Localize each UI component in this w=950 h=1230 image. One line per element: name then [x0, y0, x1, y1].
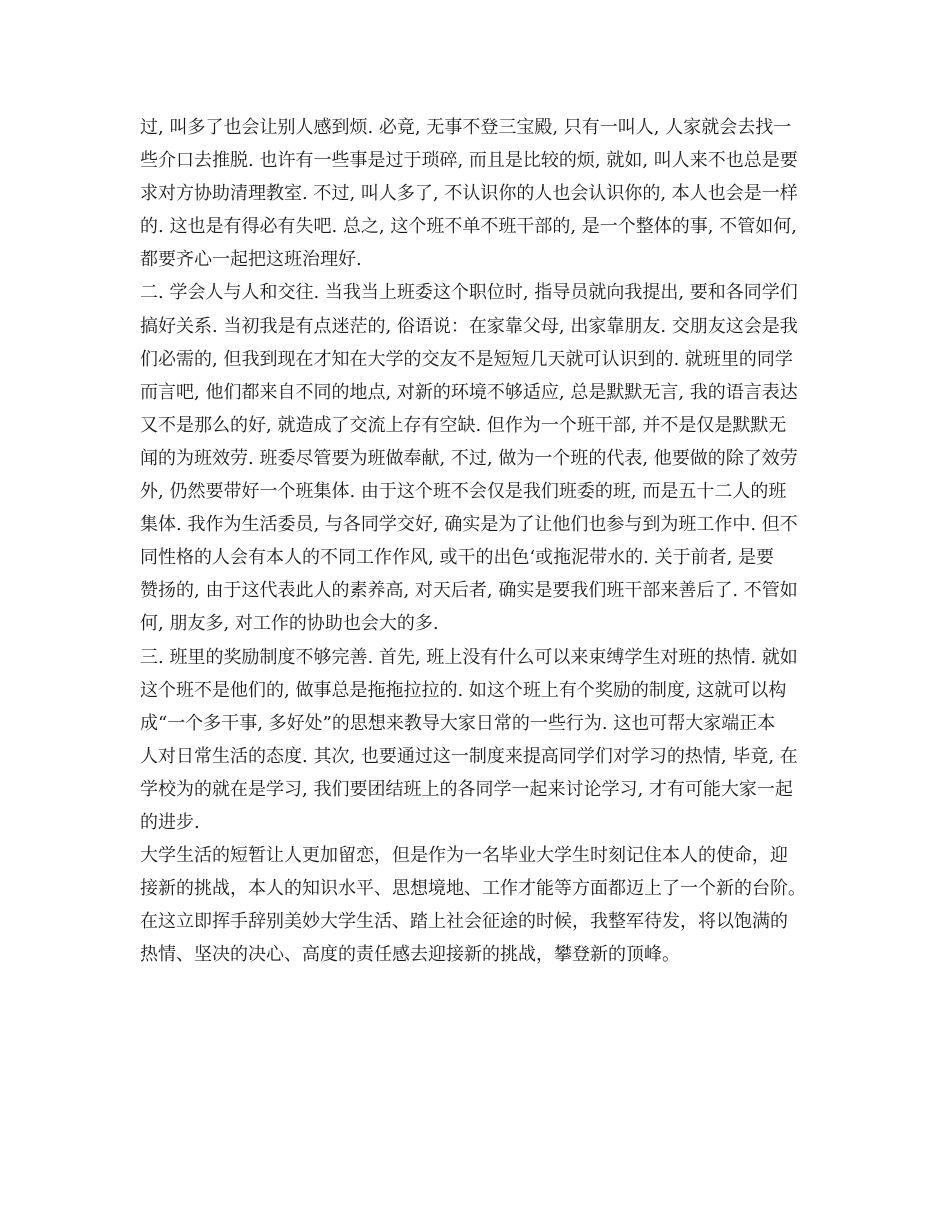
text-line: 二. 学会人与人和交往. 当我当上班委这个职位时, 指导员就向我提出, 要和各同学们	[140, 282, 798, 304]
text-line: 集体. 我作为生活委员, 与各同学交好, 确实是为了让他们也参与到为班工作中. 但不	[140, 514, 798, 536]
text-line: 同性格的人会有本人的不同工作作风, 或干的出色‘或拖泥带水的. 关于前者, 是要	[140, 547, 775, 569]
text-line: 人对日常生活的态度. 其次, 也要通过这一制度来提高同学们对学习的热情, 毕竟, 在	[140, 745, 798, 767]
text-line: 些介口去推脱. 也许有一些事是过于琐碎, 而且是比较的烦, 就如, 叫人来不也总是要	[140, 150, 798, 172]
text-line: 过, 叫多了也会让别人感到烦. 必竟, 无事不登三宝殿, 只有一叫人, 人家就会去找一	[140, 117, 792, 138]
text-line: 何, 朋友多, 对工作的协助也会大的多.	[140, 613, 439, 635]
text-line: 闻的为班效劳. 班委尽管要为班做奉献, 不过, 做为一个班的代表, 他要做的除了效劳	[140, 447, 798, 469]
text-line: 这个班不是他们的, 做事总是拖拖拉拉的. 如这个班上有个奖励的制度, 这就可以构	[140, 679, 787, 701]
text-line: 在这立即挥手辞别美妙大学生活、踏上社会征途的时候，我整军待发，将以饱满的	[140, 911, 788, 933]
text-line: 搞好关系. 当初我是有点迷茫的, 俗语说：在家靠父母, 出家靠朋友. 交朋友这会是我	[140, 315, 798, 337]
text-line: 的. 这也是有得必有失吧. 总之, 这个班不单不班干部的, 是一个整体的事, 不管如何,	[140, 216, 797, 238]
text-line: 求对方协助清理教室. 不过, 叫人多了, 不认识你的人也会认识你的, 本人也会是一样	[140, 183, 798, 205]
text-line: 热情、坚决的决心、高度的责任感去迎接新的挑战，攀登新的顶峰。	[140, 944, 680, 966]
text-line: 们必需的, 但我到现在才知在大学的交友不是短短几天就可认识到的. 就班里的同学	[140, 348, 793, 370]
text-line: 的进步.	[140, 811, 200, 833]
text-line: 都要齐心一起把这班治理好.	[140, 249, 362, 271]
body-text	[140, 111, 806, 971]
text-line: 成“一个多干事, 多好处”的思想来教导大家日常的一些行为. 这也可帮大家端正本	[140, 712, 776, 734]
text-line: 又不是那么的好, 就造成了交流上存有空缺. 但作为一个班干部, 并不是仅是默默无	[140, 414, 787, 436]
text-line: 学校为的就在是学习, 我们要团结班上的各同学一起来讨论学习, 才有可能大家一起	[140, 778, 793, 800]
text-line: 接新的挑战，本人的知识水平、思想境地、工作才能等方面都迈上了一个新的台阶。	[140, 878, 806, 900]
text-line: 外, 仍然要带好一个班集体. 由于这个班不会仅是我们班委的班, 而是五十二人的班	[140, 481, 787, 503]
text-line: 赞扬的, 由于这代表此人的素养高, 对天后者, 确实是要我们班干部来善后了. 不管如	[140, 580, 798, 602]
text-line: 三. 班里的奖励制度不够完善. 首先, 班上没有什么可以来束缚学生对班的热情. 就如	[140, 646, 798, 668]
text-line: 而言吧, 他们都来自不同的地点, 对新的环境不够适应, 总是默默无言, 我的语言表达	[140, 381, 798, 403]
text-line: 大学生活的短暂让人更加留恋，但是作为一名毕业大学生时刻记住本人的使命，迎	[140, 845, 788, 867]
